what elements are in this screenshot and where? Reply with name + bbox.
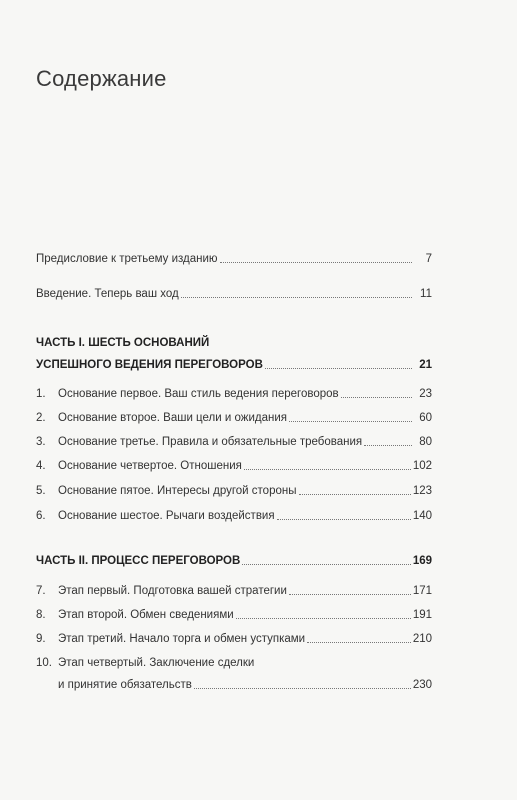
dot-leader [220, 261, 412, 263]
page-number: 102 [412, 460, 432, 472]
dot-leader [364, 444, 412, 446]
chapter-number: 10. [36, 657, 52, 669]
chapter-title: Основание второе. Ваши цели и ожидания [58, 412, 287, 424]
chapter-title: Основание пятое. Интересы другой стороны [58, 485, 297, 497]
chapter-title: Этап четвертый. Заключение сделки [58, 657, 255, 669]
toc-chapter [36, 411, 432, 425]
part1-heading [36, 358, 432, 372]
chapter-number: 6. [36, 510, 46, 522]
page-number: 140 [412, 510, 432, 522]
page-number: 21 [419, 359, 432, 371]
toc-chapter [36, 584, 432, 598]
chapter-title: Основание четвертое. Отношения [58, 460, 242, 472]
chapter-title: Основание третье. Правила и обязательные требования [58, 436, 363, 448]
page-number: 11 [420, 288, 432, 300]
entry-text: Предисловие к третьему изданию [36, 253, 218, 265]
toc-chapter [36, 435, 432, 449]
chapter-number: 7. [36, 585, 46, 597]
page-number: 169 [412, 555, 432, 567]
dot-leader [194, 687, 411, 689]
chapter-title: Этап первый. Подготовка вашей стратегии [58, 585, 287, 597]
chapter-number: 5. [36, 485, 46, 497]
part1-heading-line2: УСПЕШНОГО ВЕДЕНИЯ ПЕРЕГОВОРОВ [36, 359, 263, 371]
dot-leader [242, 563, 411, 565]
dot-leader [341, 396, 412, 398]
dot-leader [181, 296, 412, 298]
part2-heading [36, 554, 432, 568]
part1-heading-line1: ЧАСТЬ I. ШЕСТЬ ОСНОВАНИЙ [36, 337, 210, 349]
page-title: Содержание [36, 66, 167, 91]
page-number: 23 [419, 388, 432, 400]
entry-text: Введение. Теперь ваш ход [36, 288, 179, 300]
dot-leader [277, 518, 411, 520]
chapter-number: 9. [36, 633, 46, 645]
page-number: 80 [419, 436, 432, 448]
dot-leader [289, 420, 412, 422]
dot-leader [299, 493, 411, 495]
toc-entry-preface [36, 252, 432, 266]
chapter-title: Основание шестое. Рычаги воздействия [58, 510, 275, 522]
chapter-number: 2. [36, 412, 46, 424]
chapter-title: Этап второй. Обмен сведениями [58, 609, 234, 621]
chapter-number: 1. [36, 388, 46, 400]
dot-leader [307, 641, 411, 643]
toc-chapter [36, 459, 432, 473]
page-number: 60 [419, 412, 432, 424]
dot-leader [244, 468, 411, 470]
chapter-title: Этап третий. Начало торга и обмен уступками [58, 633, 306, 645]
toc-chapter [36, 387, 432, 401]
page-number: 171 [412, 585, 432, 597]
toc-chapter [36, 509, 432, 523]
toc-chapter-line2 [36, 678, 432, 692]
toc-entry-introduction [36, 287, 432, 301]
chapter-number: 4. [36, 460, 46, 472]
toc-chapter [36, 608, 432, 622]
chapter-number: 8. [36, 609, 46, 621]
toc-chapter [36, 632, 432, 646]
page-number: 230 [412, 679, 432, 691]
part2-heading-text: ЧАСТЬ II. ПРОЦЕСС ПЕРЕГОВОРОВ [36, 555, 241, 567]
chapter-title-cont: и принятие обязательств [58, 679, 192, 691]
chapter-number: 3. [36, 436, 46, 448]
dot-leader [236, 617, 411, 619]
page-number: 210 [412, 633, 432, 645]
dot-leader [265, 367, 412, 369]
chapter-title: Основание первое. Ваш стиль ведения переговоров [58, 388, 339, 400]
toc-chapter-line1 [36, 656, 254, 670]
page-number: 123 [412, 485, 432, 497]
page-number: 7 [425, 253, 432, 265]
dot-leader [289, 593, 411, 595]
page-number: 191 [412, 609, 432, 621]
toc-chapter [36, 484, 432, 498]
